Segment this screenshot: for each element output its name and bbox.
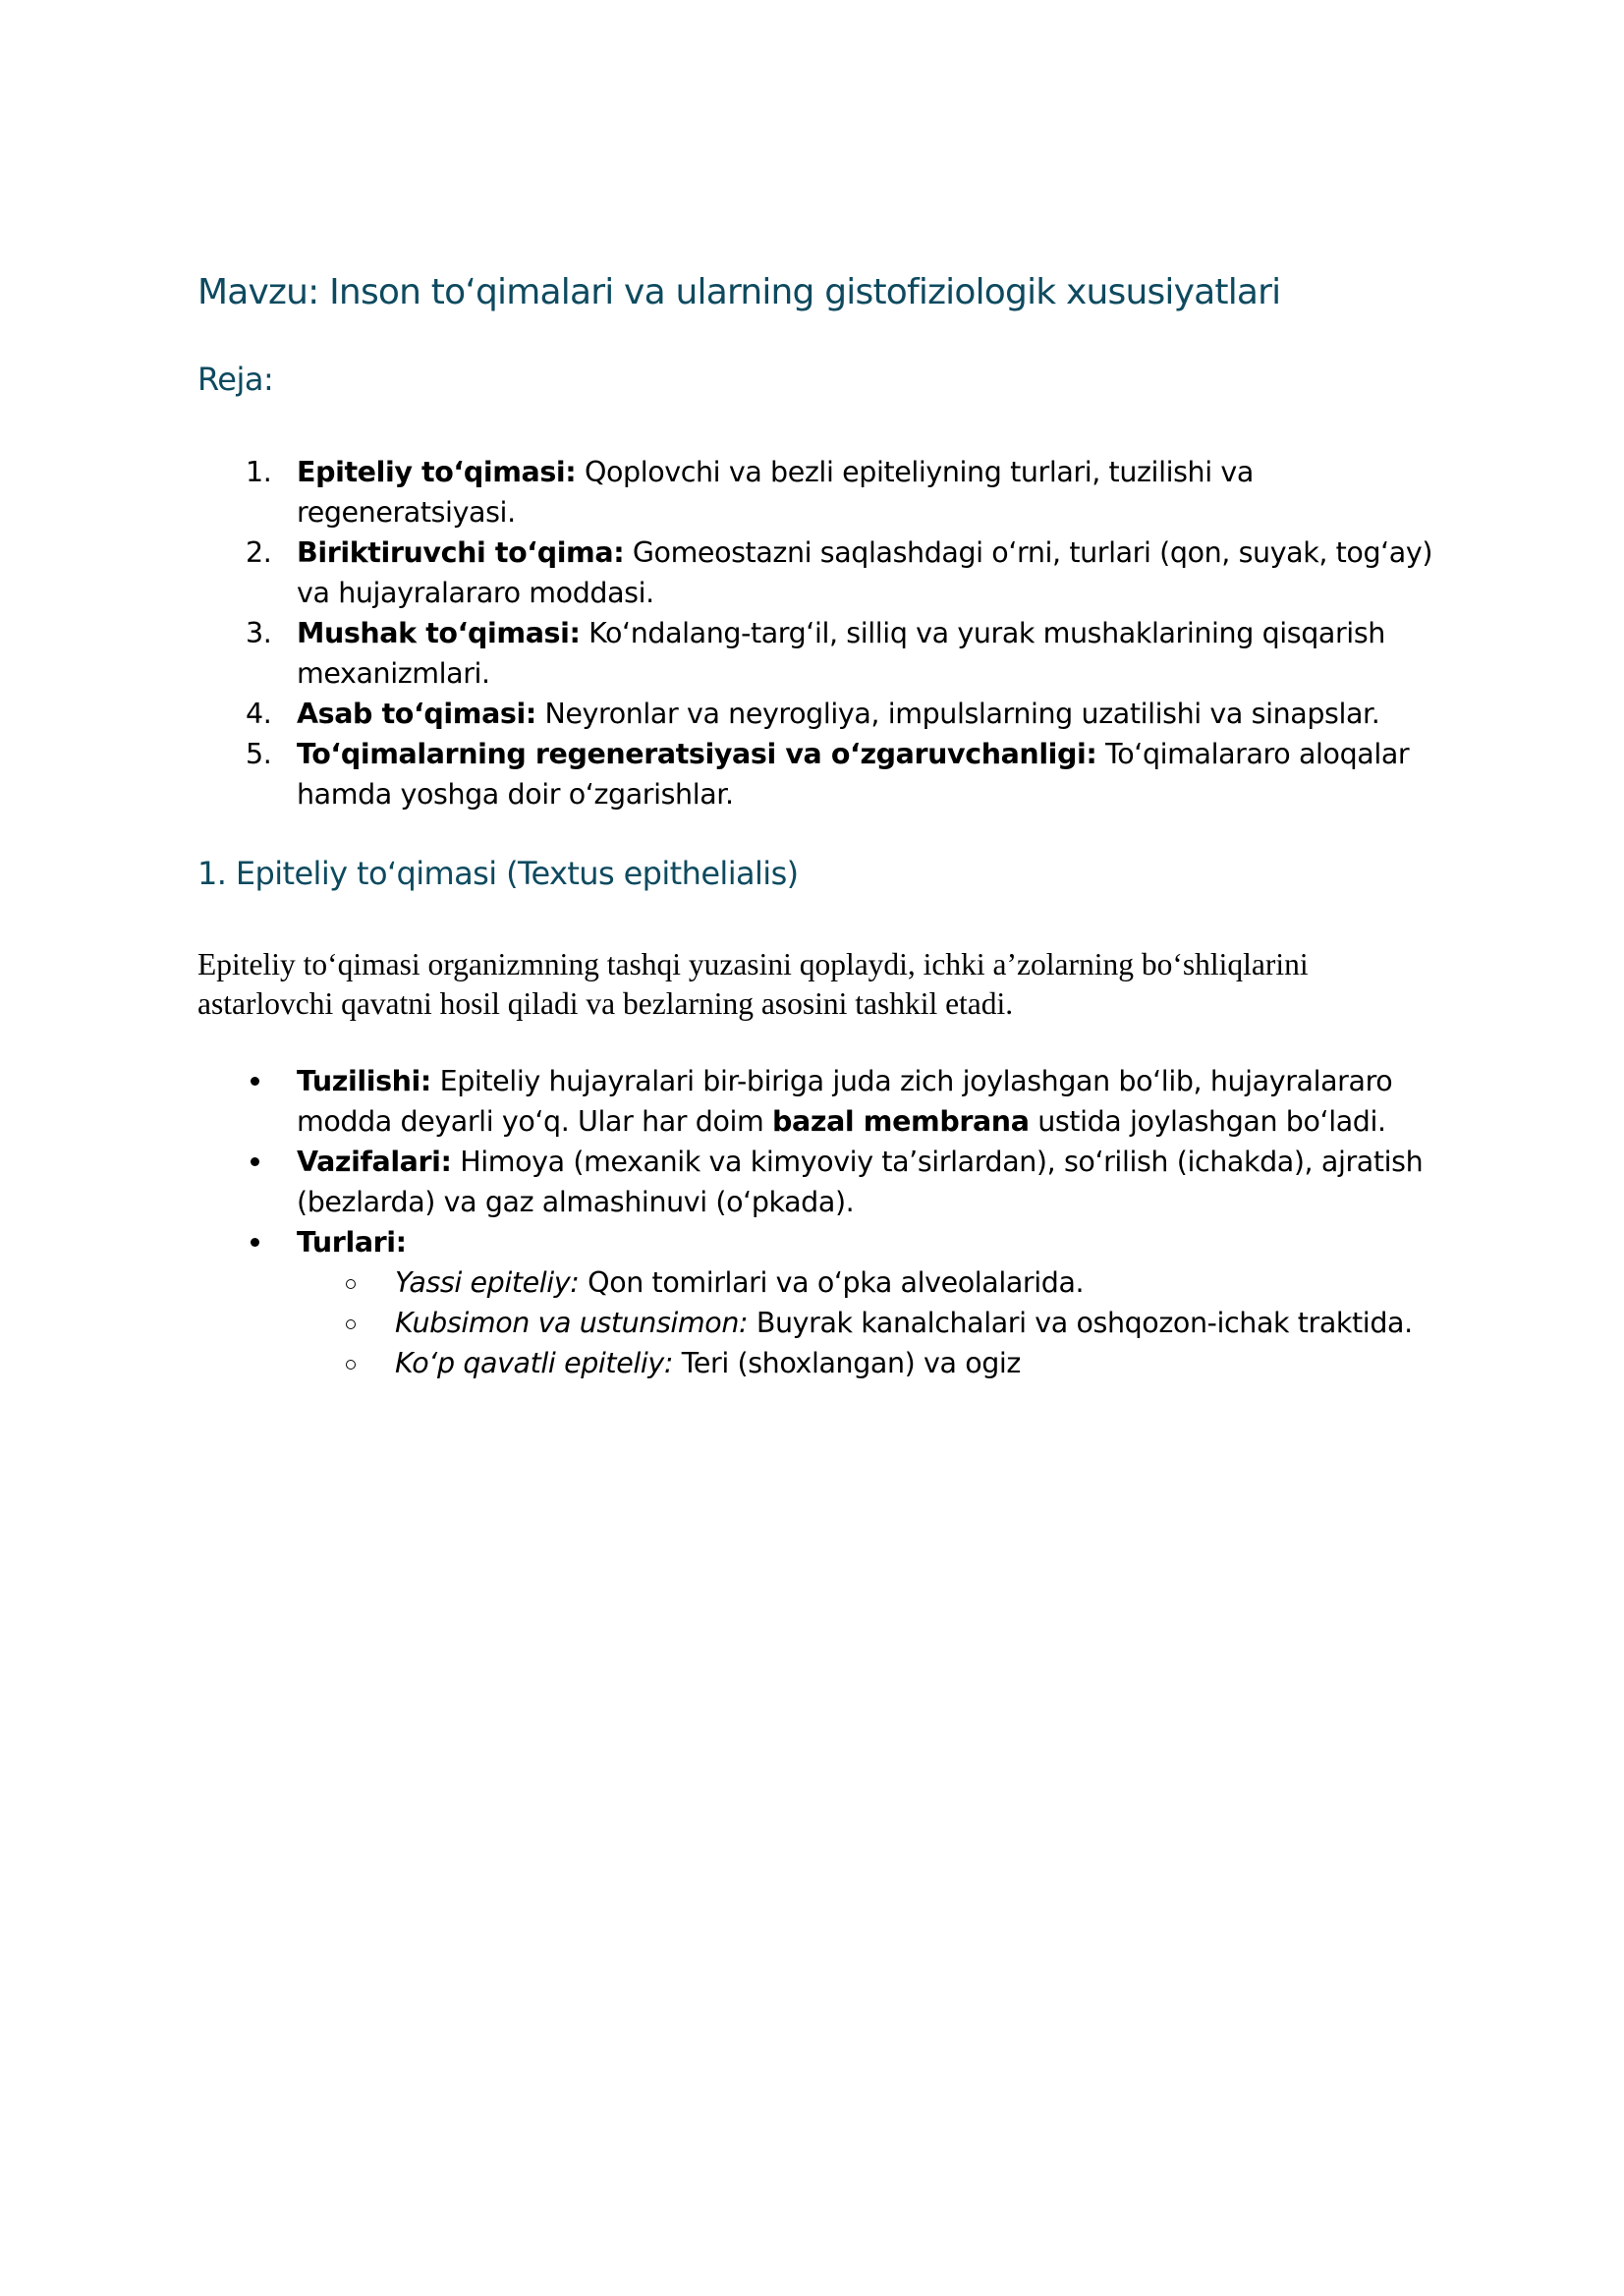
plan-item-label: Asab to‘qimasi: (297, 698, 536, 730)
plan-item-text: Neyronlar va neyrogliya, impulslarning uzatilishi va sinapslar. (535, 698, 1380, 730)
sub-list-item (297, 1343, 1457, 1383)
bullet-emphasis: bazal membrana (772, 1105, 1030, 1138)
plan-item-label: To‘qimalarning regeneratsiyasi va o‘zgaruvchanligi: (297, 738, 1097, 770)
sub-list-item (297, 1262, 1457, 1303)
plan-item-label: Biriktiruvchi to‘qima: (297, 536, 625, 569)
plan-item-number: 2. (246, 536, 272, 569)
circle-bullet-icon (346, 1319, 356, 1329)
bullet-icon (251, 1238, 259, 1247)
plan-item-number: 4. (246, 698, 272, 730)
plan-item-text: Qoplovchi va bezli epiteliyning turlari, tuzilishi va regeneratsiyasi. (297, 456, 1254, 529)
plan-item-number: 1. (246, 456, 272, 488)
bullet-text: ustida joylashgan bo‘ladi. (1029, 1105, 1386, 1138)
plan-heading: Reja: (197, 361, 274, 398)
sub-list-item (297, 1303, 1457, 1343)
plan-item-label: Mushak to‘qimasi: (297, 617, 581, 649)
sub-item-name: Ko‘p qavatli epiteliy: (395, 1347, 674, 1379)
bullet-label: Tuzilishi: (297, 1065, 431, 1097)
plan-item-label: Epiteliy to‘qimasi: (297, 456, 577, 488)
bullet-icon (251, 1157, 259, 1166)
plan-item (0, 694, 1624, 734)
sub-item-name: Yassi epiteliy: (395, 1266, 580, 1299)
section-heading: 1. Epiteliy to‘qimasi (Textus epithelialis) (197, 855, 799, 892)
plan-item-number: 3. (246, 617, 272, 649)
circle-bullet-icon (346, 1360, 356, 1370)
sub-item-text: Qon tomirlari va o‘pka alveolalarida. (579, 1266, 1085, 1299)
document-title: Mavzu: Inson to‘qimalari va ularning gistofiziologik xususiyatlari (197, 272, 1281, 312)
plan-item (0, 734, 1624, 814)
bullet-label: Vazifalari: (297, 1146, 452, 1178)
plan-item-text: Ko‘ndalang-targ‘il, silliq va yurak mushaklarining qisqarish mexanizmlari. (297, 617, 1385, 690)
sub-list (297, 1262, 1457, 1383)
bullet-list (0, 1061, 1624, 1383)
bullet-text: Himoya (mexanik va kimyoviy ta’sirlardan), so‘rilish (ichakda), ajratish (bezlarda) va gaz almashinuvi (o‘pkada). (297, 1146, 1424, 1218)
bullet-label: Turlari: (297, 1226, 407, 1259)
bullet-item-structure (0, 1061, 1624, 1142)
sub-item-name: Kubsimon va ustunsimon: (395, 1307, 749, 1339)
plan-item-number: 5. (246, 738, 272, 770)
section-intro-paragraph: Epiteliy to‘qimasi organizmning tashqi yuzasini qoplaydi, ichki a’zolarning bo‘shliqlarini astarlovchi qavatni hosil qiladi va bezlarning asosini tashkil etadi. (197, 947, 1309, 1021)
plan-item-text: Gomeostazni saqlashdagi o‘rni, turlari (qon, suyak, tog‘ay) va hujayralararo moddasi. (297, 536, 1433, 609)
bullet-item-types (0, 1222, 1624, 1383)
sub-item-text: Buyrak kanalchalari va oshqozon-ichak traktida. (748, 1307, 1413, 1339)
bullet-item-functions (0, 1142, 1624, 1222)
bullet-icon (251, 1077, 259, 1086)
plan-item (0, 613, 1624, 694)
bullet-text: Epiteliy hujayralari bir-biriga juda zich joylashgan bo‘lib, hujayralararo modda deyarli yo‘q. Ular har doim (297, 1065, 1393, 1138)
plan-item-text: To‘qimalararo aloqalar hamda yoshga doir o‘zgarishlar. (297, 738, 1410, 811)
sub-item-text: Teri (shoxlangan) va ogiz (673, 1347, 1021, 1379)
plan-item (0, 532, 1624, 613)
plan-list (0, 452, 1624, 814)
circle-bullet-icon (346, 1279, 356, 1289)
plan-item (0, 452, 1624, 532)
